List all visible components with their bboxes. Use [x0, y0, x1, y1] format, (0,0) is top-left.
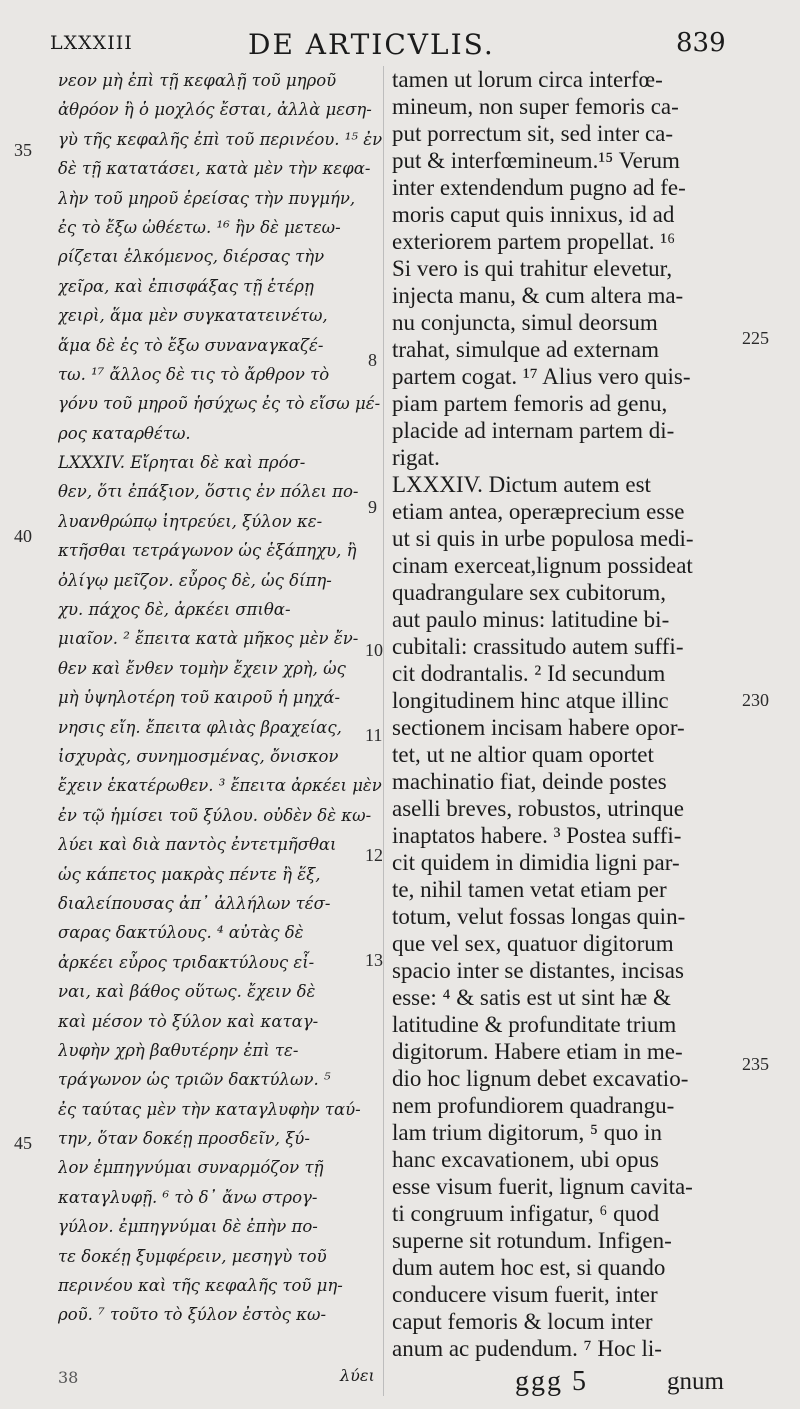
text-line: exteriorem partem propellat. ¹⁶ [392, 229, 676, 254]
text-line: spacio inter se distantes, incisas [392, 958, 684, 983]
text-line: ἐς ταύτας μὲν τὴν καταγλυφὴν ταύ- [58, 1099, 361, 1119]
text-line: καταγλυφῇ. ⁶ τὸ δ᾽ ἄνω στρογ- [58, 1187, 318, 1207]
margin-mark: 38 [58, 1368, 79, 1387]
margin-line-number: 235 [742, 1054, 769, 1074]
text-line: τράγωνον ὡς τριῶν δακτύλων. ⁵ [58, 1070, 331, 1090]
text-line: anum ac pudendum. ⁷ Hoc li- [392, 1336, 662, 1361]
margin-line-number: 35 [14, 140, 32, 160]
text-line: conducere visum fuerit, inter [392, 1282, 658, 1307]
text-line: ρος καταρθέτω. [58, 423, 191, 443]
text-line: put & interfœmineum.¹⁵ Verum [392, 148, 680, 173]
text-line: machinatio fiat, deinde postes [392, 769, 667, 794]
text-line: inter extendendum pugno ad fe- [392, 175, 686, 200]
text-line: τω. ¹⁷ ἄλλος δὲ τις τὸ ἄρθρον τὸ [58, 364, 330, 384]
text-line: ἐν τῷ ἡμίσει τοῦ ξύλου. οὐδὲν δὲ κω- [58, 805, 372, 825]
signature-mark: ggg 5 [515, 1366, 588, 1397]
running-title: DE ARTICVLIS. [248, 28, 495, 61]
text-line: tet, ut ne altior quam oportet [392, 742, 654, 767]
text-line: ἀθρόον ἢ ὁ μοχλός ἔσται, ἀλλὰ μεση- [58, 100, 372, 120]
text-line: νεον μὴ ἐπὶ τῇ κεφαλῇ τοῦ μηροῦ [58, 71, 337, 90]
text-line: διαλείπουσας ἀπ᾽ ἀλλήλων τέσ- [58, 893, 331, 913]
text-line: χειρὶ, ἅμα μὲν συγκατατεινέτω, [58, 306, 328, 326]
text-line: καὶ μέσον τὸ ξύλον καὶ καταγ- [58, 1011, 319, 1031]
margin-line-number: 10 [365, 640, 383, 660]
text-line: dum autem hoc est, si quando [392, 1255, 666, 1280]
text-line: rigat. [392, 445, 440, 470]
text-line: LXXXIV. Εἴρηται δὲ καὶ πρόσ- [58, 453, 306, 473]
margin-line-number: 225 [742, 328, 769, 348]
text-line: totum, velut fossas longas quin- [392, 904, 686, 929]
text-line: te, nihil tamen vetat etiam per [392, 877, 667, 902]
text-line: μιαῖον. ² ἔπειτα κατὰ μῆκος μὲν ἔν- [58, 629, 359, 649]
text-line: ναι, καὶ βάθος οὕτως. ἔχειν δὲ [58, 982, 316, 1002]
text-line: nem profundiorem quadrangu- [392, 1093, 675, 1118]
text-line: cinam exerceat,lignum possideat [392, 553, 693, 578]
text-line: ἔχειν ἑκατέρωθεν. ³ ἔπειτα ἀρκέει μὲν [58, 776, 382, 796]
text-line: injecta manu, & cum altera ma- [392, 283, 684, 308]
text-line: νησις εἴη. ἔπειτα φλιὰς βραχείας, [58, 717, 342, 737]
text-line: put porrectum sit, sed inter ca- [392, 121, 674, 146]
latin-text-column [392, 66, 740, 1362]
text-line: aselli breves, robustos, utrinque [392, 796, 684, 821]
text-line: placide ad internam partem di- [392, 418, 675, 443]
margin-line-number: 9 [368, 497, 377, 517]
margin-line-number: 13 [365, 950, 383, 970]
greek-catchword: λύει [340, 1366, 375, 1385]
section-number: LXXXIII [50, 32, 133, 54]
text-line: ὡς κάπετος μακρὰς πέντε ἢ ἕξ, [58, 864, 321, 884]
text-line: digitorum. Habere etiam in me- [392, 1039, 683, 1064]
greek-text-column [58, 66, 383, 1330]
column-divider [383, 66, 384, 1396]
text-line: moris caput quis innixus, id ad [392, 202, 675, 227]
text-line: τε δοκέῃ ξυμφέρειν, μεσηγὺ τοῦ [58, 1246, 327, 1266]
text-line: ρίζεται ἑλκόμενος, διέρσας τὴν [58, 247, 325, 267]
margin-line-number: 12 [365, 845, 383, 865]
text-line: θεν, ὅτι ἐπάξιον, ὅστις ἐν πόλει πο- [58, 482, 359, 502]
text-line: ἅμα δὲ ἐς τὸ ἔξω συναναγκαζέ- [58, 335, 324, 355]
text-line: περινέου καὶ τῆς κεφαλῆς τοῦ μη- [58, 1276, 343, 1296]
margin-line-number: 40 [14, 526, 32, 546]
text-line: cit dodrantalis. ² Id secundum [392, 661, 666, 686]
text-line: sectionem incisam habere opor- [392, 715, 685, 740]
text-line: ροῦ. ⁷ τοῦτο τὸ ξύλον ἐστὸς κω- [58, 1305, 327, 1325]
text-line: ἀρκέει εὖρος τριδακτύλους εἶ- [58, 952, 315, 972]
text-line: etiam antea, operæprecium esse [392, 499, 685, 524]
text-line: quadrangulare sex cubitorum, [392, 580, 666, 605]
margin-line-number: 230 [742, 690, 769, 710]
text-line: lam trium digitorum, ⁵ quo in [392, 1120, 662, 1145]
text-line: λύει καὶ διὰ παντὸς ἐντετμῆσθαι [58, 835, 337, 855]
text-line: χεῖρα, καὶ ἐπισφάξας τῇ ἑτέρῃ [58, 276, 314, 296]
text-line: ὀλίγῳ μεῖζον. εὖρος δὲ, ὡς δίπη- [58, 570, 332, 590]
text-line: δὲ τῇ κατατάσει, κατὰ μὲν τὴν κεφα- [58, 159, 371, 179]
running-header [0, 22, 800, 62]
text-line: partem cogat. ¹⁷ Alius vero quis- [392, 364, 691, 389]
text-line: aut paulo minus: latitudine bi- [392, 607, 670, 632]
page-number: 839 [676, 28, 726, 58]
text-line: inaptatos habere. ³ Postea suffi- [392, 823, 682, 848]
text-line: ut si quis in urbe populosa medi- [392, 526, 694, 551]
text-line: mineum, non super femoris ca- [392, 94, 679, 119]
margin-line-number: 8 [368, 350, 377, 370]
text-line: dio hoc lignum debet excavatio- [392, 1066, 689, 1091]
text-line: λὴν τοῦ μηροῦ ἐρείσας τὴν πυγμήν, [58, 188, 356, 208]
text-line: longitudinem hinc atque illinc [392, 688, 669, 713]
text-line: superne sit rotundum. Infigen- [392, 1228, 672, 1253]
margin-line-number: 11 [365, 725, 383, 745]
text-line: cubitali: crassitudo autem suffi- [392, 634, 684, 659]
text-line: LXXXIV. Dictum autem est [392, 472, 651, 497]
text-line: ἐς τὸ ἔξω ὠθέετω. ¹⁶ ἢν δὲ μετεω- [58, 217, 341, 237]
text-line: γὺ τῆς κεφαλῆς ἐπὶ τοῦ περινέου. ¹⁵ ἐν [58, 129, 383, 149]
text-line: γύλον. ἐμπηγνύμαι δὲ ἐπὴν πο- [58, 1217, 318, 1237]
text-line: Si vero is qui trahitur elevetur, [392, 256, 673, 281]
text-line: que vel sex, quatuor digitorum [392, 931, 674, 956]
text-line: θεν καὶ ἔνθεν τομὴν ἔχειν χρὴ, ὡς [58, 658, 346, 678]
text-line: esse visum fuerit, lignum cavita- [392, 1174, 693, 1199]
text-line: γόνυ τοῦ μηροῦ ἡσύχως ἐς τὸ εἴσω μέ- [58, 394, 381, 414]
text-line: λον ἐμπηγνύμαι συναρμόζον τῇ [58, 1158, 324, 1178]
text-line: μὴ ὑψηλοτέρη τοῦ καιροῦ ἡ μηχά- [58, 688, 341, 708]
text-line: ti congruum infigatur, ⁶ quod [392, 1201, 660, 1226]
text-line: caput femoris & locum inter [392, 1309, 653, 1334]
text-line: nu conjuncta, simul deorsum [392, 310, 658, 335]
text-line: esse: ⁴ & satis est ut sint hæ & [392, 985, 671, 1010]
text-line: trahat, simulque ad externam [392, 337, 659, 362]
text-line: σαρας δακτύλους. ⁴ αὐτὰς δὲ [58, 923, 304, 943]
text-line: λυφὴν χρὴ βαθυτέρην ἐπὶ τε- [58, 1040, 299, 1060]
text-line: ἰσχυρὰς, συνημοσμένας, ὄνισκον [58, 746, 339, 766]
text-line: tamen ut lorum circa interfœ- [392, 67, 663, 92]
text-line: latitudine & profunditate trium [392, 1012, 677, 1037]
text-line: λυανθρώπῳ ἰητρεύει, ξύλον κε- [58, 511, 323, 531]
margin-line-number: 45 [14, 1133, 32, 1153]
text-line: piam partem femoris ad genu, [392, 391, 668, 416]
text-line: την, ὅταν δοκέῃ προσδεῖν, ξύ- [58, 1129, 310, 1149]
text-line: χυ. πάχος δὲ, ἀρκέει σπιθα- [58, 600, 291, 620]
text-line: cit quidem in dimidia ligni par- [392, 850, 680, 875]
text-line: κτῆσθαι τετράγωνον ὡς ἑξάπηχυ, ἢ [58, 541, 357, 561]
catchword: gnum [667, 1368, 724, 1395]
text-line: hanc excavationem, ubi opus [392, 1147, 659, 1172]
